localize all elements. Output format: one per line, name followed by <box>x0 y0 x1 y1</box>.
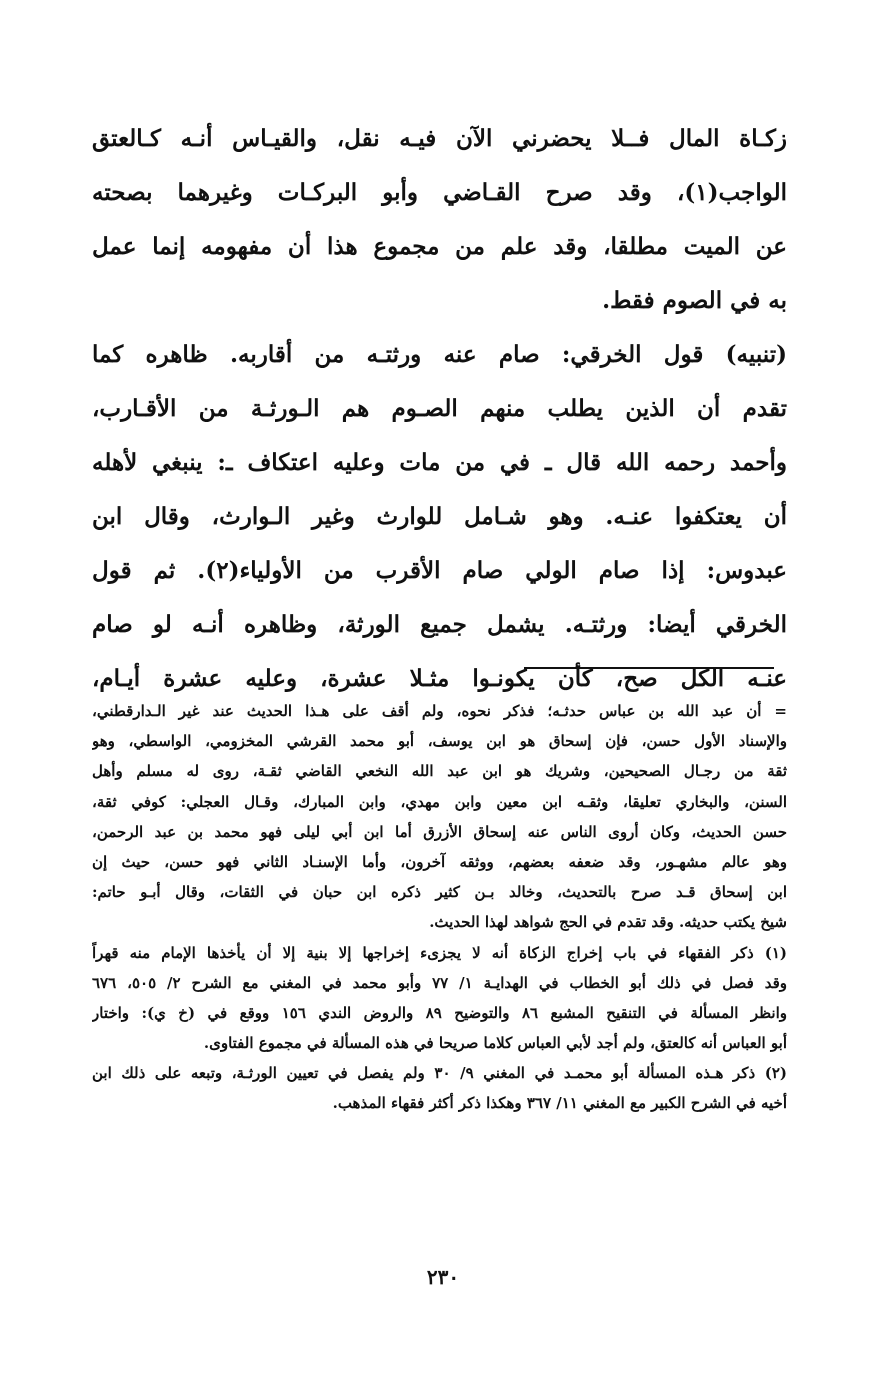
main-text-line: الخرقي أيضا: ورثتـه. يشمل جميع الورثة، وظاهره أنـه لو صام <box>92 611 787 638</box>
main-text-line: به في الصوم فقط. <box>602 287 787 314</box>
main-text-line: عنـه الكل صح، كأن يكونـوا مثـلا عشرة، وعليه عشرة أيـام، <box>92 665 787 692</box>
main-text-line: وأحمد رحمه الله قال ـ في من مات وعليه اعتكاف ـ: ينبغي لأهله <box>92 449 787 476</box>
footnote-line: وانظر المسألة في التنقيح المشبع ٨٦ والتوضيح ٨٩ والروض الندي ١٥٦ ووقع في (خ ي): واختار <box>92 1003 787 1022</box>
footnote-line: ابن إسحاق قـد صرح بالتحديث، وخالد بـن كثير ذكره ابن حبان في الثقات، وقال أبـو حاتم: <box>92 883 787 902</box>
footnote-line: ثقة من رجـال الصحيحين، وشريك هو ابن عبد الله النخعي القاضي ثقـة، روى له مسلم وأهل <box>92 762 787 781</box>
footnote-line: وقد فصل في ذلك أبو الخطاب في الهدايـة ١/ ٧٧ وأبو محمد في المغني مع الشرح ٢/ ٥٠٥، ٦٧٦ <box>92 973 787 992</box>
main-text-line: زكـاة المال فــلا يحضرني الآن فيـه نقل، والقيـاس أنـه كـالعتق <box>92 125 787 152</box>
main-text-line: الواجب(١)، وقد صرح القـاضي وأبو البركـات وغيرهما بصحته <box>92 179 787 206</box>
main-text-line: (تنبيه) قول الخرقي: صام عنه ورثتـه من أقاربه. ظاهره كما <box>92 341 787 368</box>
main-text-block <box>92 112 787 706</box>
footnote-line: شيخ يكتب حديثه. وقد تقدم في الحج شواهد لهذا الحديث. <box>429 913 787 932</box>
footnote-line: وهو عالم مشهـور، وقد ضعفه بعضهم، ووثقه آخرون، وأما الإسنـاد الثاني فهو حسن، حيث إن <box>92 852 787 871</box>
footnote-line: = أن عبد الله بن عباس حدثـه؛ فذكر نحوه، ولم أقف على هـذا الحديث عند غير الـدارقطني، <box>92 702 787 720</box>
footnote-line: (٢) ذكر هـذه المسألة أبو محمـد في المغني ٩/ ٣٠ ولم يفصل في تعيين الورثـة، وتبعه على ذلك ابن <box>92 1064 787 1083</box>
footnotes-block <box>92 696 787 1119</box>
footnote-line: أبو العباس أنه كالعتق، ولم أجد لأبي العباس كلاما صريحا في هذه المسألة في مجموع الفتاوى. <box>203 1034 787 1053</box>
main-text-line: أن يعتكفوا عنـه. وهو شـامل للوارث وغير الـوارث، وقال ابن <box>92 503 787 530</box>
footnote-divider <box>524 667 774 669</box>
footnote-line: والإسناد الأول حسن، فإن إسحاق هو ابن يوسف، أبو محمد القرشي المخزومي، الواسطي، وهو <box>92 732 787 751</box>
footnote-line: حسن الحديث، وكان أروى الناس عنه إسحاق الأزرق أما ابن أبي ليلى فهو محمد بن عبد الرحمن، <box>92 822 787 841</box>
footnote-line: (١) ذكر الفقهاء في باب إخراج الزكاة أنه لا يجزىء إخراجها إلا بنية إلا أن يأخذها الإمام منه قهراً <box>92 943 787 962</box>
footnote-line: السنن، والبخاري تعليقا، وثقـه ابن معين وابن مهدي، وابن المبارك، وقـال العجلي: كوفي ثقة، <box>92 792 787 811</box>
page-number: ٢٣٠ <box>426 1265 460 1289</box>
main-text-line: عبدوس: إذا صام الولي صام الأقرب من الأولياء(٢). ثم قول <box>92 557 787 584</box>
main-text-line: عن الميت مطلقا، وقد علم من مجموع هذا أن مفهومه إنما عمل <box>92 233 787 260</box>
footnote-line: أخيه في الشرح الكبير مع المغني ١١/ ٣٦٧ وهكذا ذكر أكثر فقهاء المذهب. <box>332 1094 787 1113</box>
main-text-line: تقدم أن الذين يطلب منهم الصـوم هم الـورثـة من الأقـارب، <box>92 395 787 422</box>
